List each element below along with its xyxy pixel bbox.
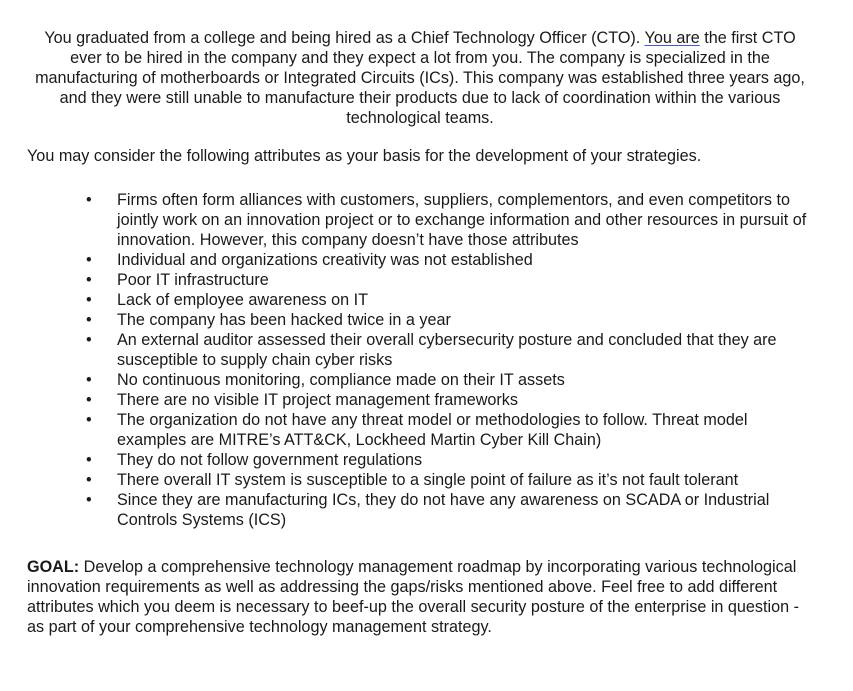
- list-item-text: The company has been hacked twice in a year: [117, 311, 451, 329]
- list-item: [86, 250, 811, 270]
- list-item-text: Firms often form alliances with customers, suppliers, complementors, and even competitors to jointly work on an innovation project or to exchange information and other resources in pursuit of innovation. However, this company doesn’t have those attributes: [117, 191, 807, 249]
- list-item-text: An external auditor assessed their overall cybersecurity posture and concluded that they are susceptible to supply chain cyber risks: [117, 331, 777, 369]
- intro-underlined-text: You are: [644, 29, 700, 47]
- intro-text-part1: You graduated from a college and being hired as a Chief Technology Officer (CTO).: [44, 29, 645, 47]
- list-item: [86, 410, 811, 450]
- list-item-text: No continuous monitoring, compliance made on their IT assets: [117, 371, 565, 389]
- goal-paragraph: [27, 557, 817, 637]
- list-item-text: They do not follow government regulations: [117, 451, 423, 469]
- goal-label: GOAL:: [27, 558, 80, 576]
- goal-text: Develop a comprehensive technology management roadmap by incorporating various technological innovation requirements as well as addressing the gaps/risks mentioned above. Feel free to add different attributes which you deem is necessary to beef-up the overall security posture of the enterprise in question - as part of your comprehensive technology management strategy.: [27, 558, 800, 636]
- bullet-icon: •: [86, 371, 92, 389]
- bullet-icon: •: [86, 471, 92, 489]
- list-item: [86, 490, 811, 530]
- bullet-icon: •: [86, 451, 92, 469]
- bullet-icon: •: [86, 391, 92, 409]
- bullet-icon: •: [86, 311, 92, 329]
- intro-text-part2: the first CTO ever to be hired in the company and they expect a lot from you. The company is specialized in the manufacturing of motherboards or Integrated Circuits (ICs). This company was established three years ago, and they were still unable to manufacture their products due to lack of coordination within the various technological teams.: [35, 29, 805, 127]
- bullet-icon: •: [86, 411, 92, 429]
- list-item: [86, 270, 811, 290]
- bullet-icon: •: [86, 331, 92, 349]
- list-item: [86, 390, 811, 410]
- bullet-icon: •: [86, 271, 92, 289]
- attributes-list: [86, 190, 811, 530]
- intro-paragraph: [30, 28, 810, 128]
- consider-paragraph: You may consider the following attributes as your basis for the development of your strategies.: [27, 147, 702, 165]
- list-item: [86, 470, 811, 490]
- list-item: [86, 450, 811, 470]
- bullet-icon: •: [86, 491, 92, 509]
- bullet-icon: •: [86, 251, 92, 269]
- bullet-icon: •: [86, 291, 92, 309]
- list-item-text: Poor IT infrastructure: [117, 271, 269, 289]
- list-item: [86, 310, 811, 330]
- list-item-text: Since they are manufacturing ICs, they do not have any awareness on SCADA or Industrial Controls Systems (ICS): [117, 491, 770, 529]
- list-item-text: There are no visible IT project management frameworks: [117, 391, 518, 409]
- list-item-text: Lack of employee awareness on IT: [117, 291, 369, 309]
- list-item: [86, 290, 811, 310]
- list-item: [86, 190, 811, 250]
- list-item: [86, 370, 811, 390]
- bullet-icon: •: [86, 191, 92, 209]
- list-item-text: Individual and organizations creativity was not established: [117, 251, 533, 269]
- list-item-text: The organization do not have any threat model or methodologies to follow. Threat model examples are MITRE’s ATT&CK, Lockheed Martin Cyber Kill Chain): [117, 411, 748, 449]
- list-item: [86, 330, 811, 370]
- list-item-text: There overall IT system is susceptible to a single point of failure as it’s not fault tolerant: [117, 471, 739, 489]
